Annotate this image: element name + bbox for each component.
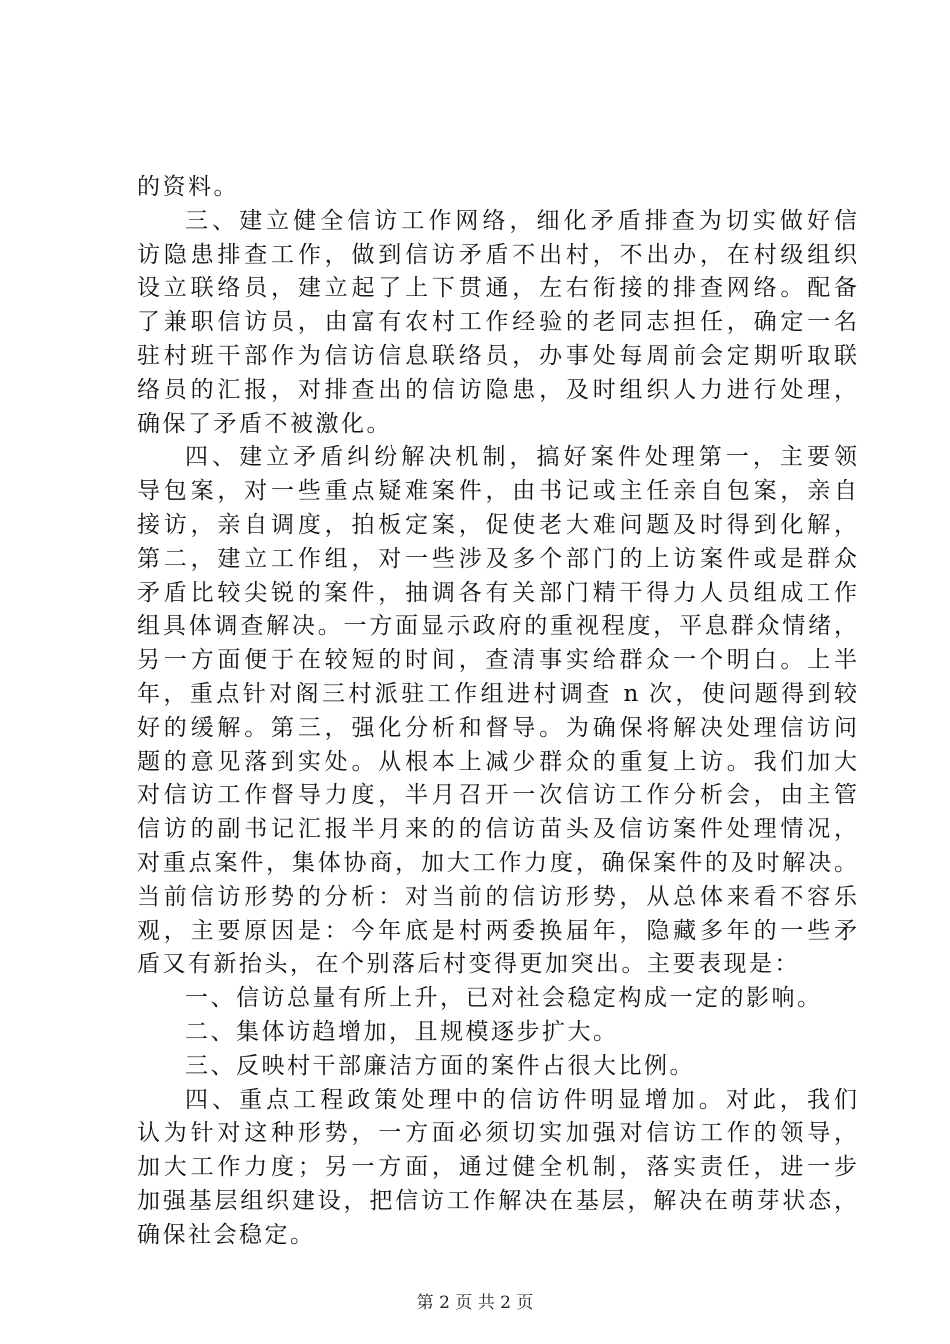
text-line: 设立联络员，建立起了上下贯通，左右衔接的排查网络。配备: [137, 275, 857, 302]
text-line: 导包案，对一些重点疑难案件，由书记或主任亲自包案，亲自: [137, 478, 857, 505]
text-line: 访隐患排查工作，做到信访矛盾不出村，不出办，在村级组织: [137, 241, 857, 268]
text-line: 矛盾比较尖锐的案件，抽调各有关部门精干得力人员组成工作: [137, 579, 857, 606]
text-line: 确保了矛盾不被激化。: [137, 410, 392, 437]
text-line: 对重点案件，集体协商，加大工作力度，确保案件的及时解决。: [137, 849, 857, 876]
text-line: 盾又有新抬头，在个别落后村变得更加突出。主要表现是：: [137, 951, 800, 978]
text-line: 三、建立健全信访工作网络，细化矛盾排查为切实做好信: [185, 207, 857, 234]
text-line: 信访的副书记汇报半月来的的信访苗头及信访案件处理情况，: [137, 816, 857, 843]
text-line: 络员的汇报，对排查出的信访隐患，及时组织人力进行处理，: [137, 376, 857, 403]
text-line: 第二，建立工作组，对一些涉及多个部门的上访案件或是群众: [137, 545, 857, 572]
text-line: 组具体调查解决。一方面显示政府的重视程度，平息群众情绪，: [137, 613, 857, 640]
text-line: 加强基层组织建设，把信访工作解决在基层，解决在萌芽状态，: [137, 1187, 857, 1214]
text-line: 确保社会稳定。: [137, 1221, 316, 1248]
text-line: 接访，亲自调度，拍板定案，促使老大难问题及时得到化解，: [137, 511, 857, 538]
text-line: 另一方面便于在较短的时间，查清事实给群众一个明白。上半: [137, 647, 857, 674]
text-line: 了兼职信访员，由富有农村工作经验的老同志担任，确定一名: [137, 309, 857, 336]
document-body: [137, 171, 857, 1253]
text-line: 题的意见落到实处。从根本上减少群众的重复上访。我们加大: [137, 748, 857, 775]
text-line: 四、重点工程政策处理中的信访件明显增加。对此，我们: [185, 1086, 857, 1113]
text-line: 对信访工作督导力度，半月召开一次信访工作分析会，由主管: [137, 782, 857, 809]
page-footer: 第 2 页 共 2 页: [416, 1293, 534, 1313]
text-line: 的资料。: [137, 174, 239, 200]
text-line: 当前信访形势的分析：对当前的信访形势，从总体来看不容乐: [137, 883, 857, 910]
text-line: 二、集体访趋增加，且规模逐步扩大。: [185, 1018, 619, 1045]
text-line: 四、建立矛盾纠纷解决机制，搞好案件处理第一，主要领: [185, 444, 857, 471]
text-line: 驻村班干部作为信访信息联络员，办事处每周前会定期听取联: [137, 342, 857, 369]
text-line: 一、信访总量有所上升，已对社会稳定构成一定的影响。: [185, 985, 823, 1012]
text-line: 观，主要原因是：今年底是村两委换届年，隐藏多年的一些矛: [137, 917, 857, 944]
text-line: 三、反映村干部廉洁方面的案件占很大比例。: [185, 1052, 695, 1079]
text-line: 认为针对这种形势，一方面必须切实加强对信访工作的领导，: [137, 1120, 857, 1147]
text-line: 加大工作力度；另一方面，通过健全机制，落实责任，进一步: [137, 1154, 857, 1181]
text-line: 年，重点针对阁三村派驻工作组进村调查 n 次，使问题得到较: [137, 680, 857, 707]
text-line: 好的缓解。第三，强化分析和督导。为确保将解决处理信访问: [137, 714, 857, 741]
